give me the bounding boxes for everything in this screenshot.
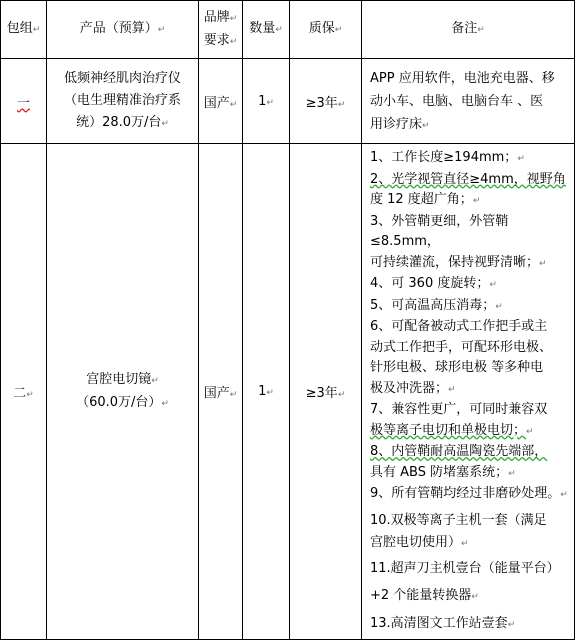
product-cell: 宫腔电切镜↵ （60.0万/台）↵ bbox=[47, 144, 199, 640]
note-line: 2、光学视管直径≥4mm，视野角 bbox=[370, 171, 566, 187]
note-line: 1、工作长度≥194mm；↵ bbox=[370, 150, 525, 165]
note-line: 9、所有管鞘均经过非磨砂处理。↵ bbox=[370, 486, 568, 501]
header-notes: 备注↵ bbox=[362, 1, 575, 59]
note-line: 具有 ABS 防堵塞系统；↵ bbox=[370, 464, 516, 480]
note-line: 动式工作把手，可配环形电极、 bbox=[370, 339, 553, 355]
note-line: 11.超声刀主机壹台（能量平台） bbox=[370, 561, 560, 576]
note-line: 5、可高温高压消毒；↵ bbox=[370, 297, 503, 313]
header-brand: 品牌↵ 要求↵ bbox=[199, 1, 243, 59]
note-line: 10.双极等离子主机一套（满足 bbox=[370, 512, 547, 528]
table-row bbox=[1, 59, 575, 144]
group-cell: 二↵ bbox=[1, 144, 47, 640]
notes-cell bbox=[362, 144, 575, 640]
header-product: 产品（预算）↵ bbox=[47, 1, 199, 59]
group-cell: 一 bbox=[1, 59, 47, 144]
note-line: 宫腔电切使用）↵ bbox=[370, 534, 469, 550]
product-cell: 低频神经肌肉治疗仪 （电生理精准治疗系 统）28.0万/台↵ bbox=[47, 59, 199, 144]
note-line: 13.高清图文工作站壹套↵ bbox=[370, 616, 516, 631]
note-line: 针形电极、球形电极 等多种电 bbox=[370, 360, 544, 375]
header-warranty: 质保↵ bbox=[290, 1, 362, 59]
brand-cell: 国产↵ bbox=[199, 59, 243, 144]
brand-cell: 国产↵ bbox=[199, 144, 243, 640]
note-line: 6、可配备被动式工作把手或主 bbox=[370, 319, 548, 334]
note-line: 极等离子电切和单极电切；↵ bbox=[370, 422, 534, 438]
note-line: +2 个能量转换器↵ bbox=[370, 588, 479, 603]
qty-cell: 1↵ bbox=[243, 59, 290, 144]
warranty-cell: ≥3年↵ bbox=[290, 144, 362, 640]
note-line: 极及冲洗器；↵ bbox=[370, 380, 456, 396]
note-line: 8、内管鞘耐高温陶瓷先端部， bbox=[370, 444, 548, 459]
note-line: 7、兼容性更广，可同时兼容双 bbox=[370, 402, 548, 417]
qty-cell: 1↵ bbox=[243, 144, 290, 640]
note-line: 度 12 度超广角；↵ bbox=[370, 192, 481, 207]
table-row bbox=[1, 144, 575, 640]
note-line: 3、外管鞘更细，外管鞘≤8.5mm， bbox=[370, 213, 509, 249]
note-line: 4、可 360 度旋转；↵ bbox=[370, 276, 497, 291]
note-line: 可持续灌流，保持视野清晰；↵ bbox=[370, 254, 547, 270]
notes-cell: APP 应用软件，电池充电器、移 动小车、电脑、电脑台车 、医 用诊疗床↵ bbox=[362, 59, 575, 144]
header-qty: 数量↵ bbox=[243, 1, 290, 59]
warranty-cell: ≥3年↵ bbox=[290, 59, 362, 144]
header-row bbox=[1, 1, 575, 59]
header-group: 包组↵ bbox=[1, 1, 47, 59]
